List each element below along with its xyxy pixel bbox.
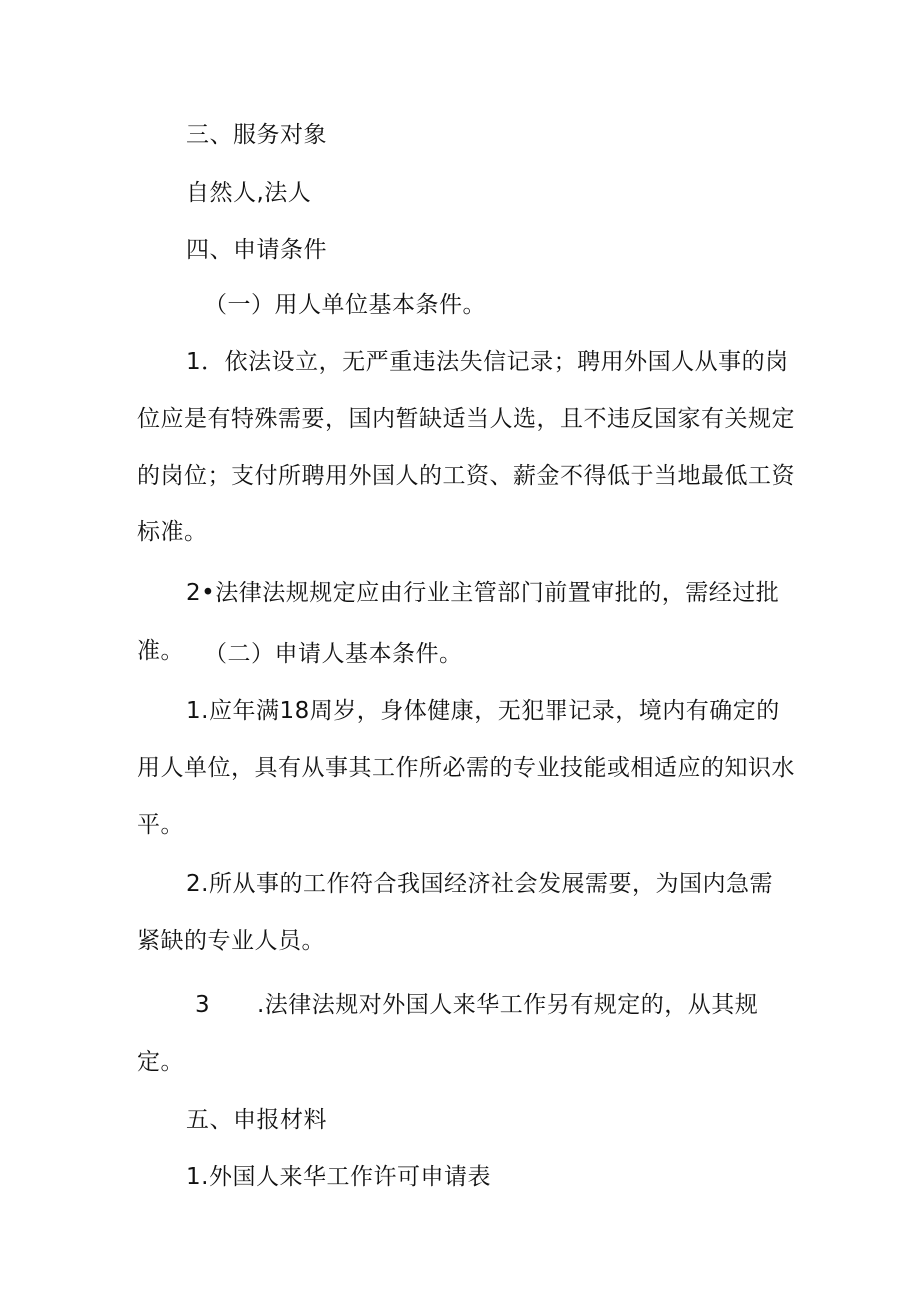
applicant-item-3-line-1: .法律法规对外国人来华工作另有规定的，从其规	[257, 992, 759, 1018]
section-heading-materials: 五、申报材料	[186, 1107, 327, 1133]
applicant-item-1-line-1: 1.应年满18周岁，身体健康，无犯罪记录，境内有确定的	[186, 698, 780, 724]
employer-item-1-line-4: 标准。	[137, 519, 208, 545]
applicant-item-1-line-3: 平。	[137, 812, 184, 838]
materials-item-1: 1.外国人来华工作许可申请表	[186, 1164, 491, 1190]
service-target-text: 自然人,法人	[186, 180, 312, 206]
applicant-item-2-line-1: 2.所从事的工作符合我国经济社会发展需要，为国内急需	[186, 871, 773, 897]
subsection-heading-employer: （一）用人单位基本条件。	[204, 292, 486, 318]
employer-item-1-line-1: 1．依法设立，无严重违法失信记录；聘用外国人从事的岗	[186, 349, 789, 375]
applicant-item-2-line-2: 紧缺的专业人员。	[137, 928, 325, 954]
applicant-item-3-line-2: 定。	[137, 1049, 184, 1075]
section-heading-conditions: 四、申请条件	[186, 237, 327, 263]
section-heading-service-target: 三、服务对象	[186, 122, 327, 148]
employer-item-1-line-3: 的岗位；支付所聘用外国人的工资、薪金不得低于当地最低工资	[137, 463, 795, 489]
applicant-item-1-line-2: 用人单位，具有从事其工作所必需的专业技能或相适应的知识水	[137, 755, 795, 781]
employer-item-1-line-2: 位应是有特殊需要，国内暂缺适当人选，且不违反国家有关规定	[137, 406, 795, 432]
applicant-item-3-number: 3	[195, 992, 211, 1018]
subsection-heading-applicant: （二）申请人基本条件。	[204, 641, 463, 667]
employer-item-2-line-1: 2•法律法规规定应由行业主管部门前置审批的，需经过批	[186, 580, 780, 606]
employer-item-2-line-2: 准。	[137, 638, 184, 664]
